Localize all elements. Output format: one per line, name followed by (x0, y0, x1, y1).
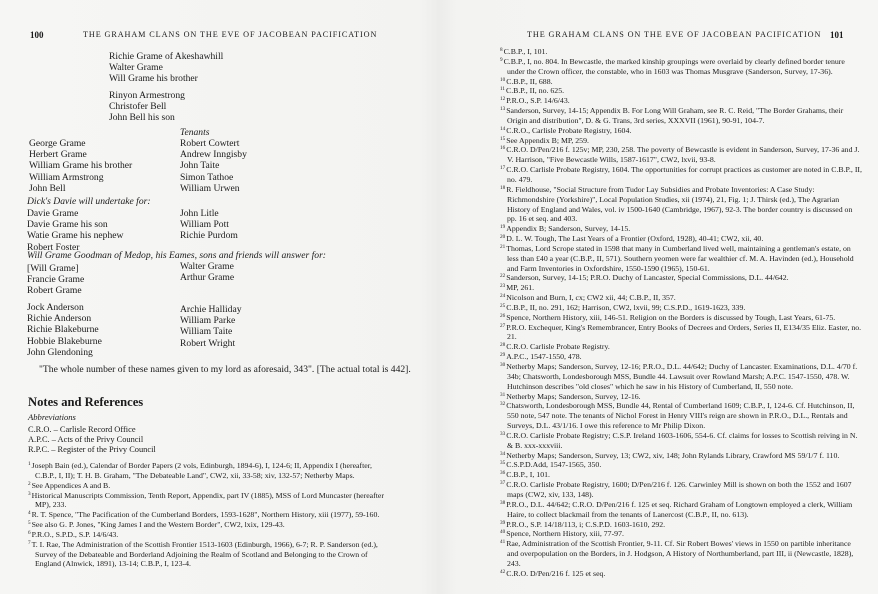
footnote-text: See Appendix B; MP, 259. (506, 135, 589, 145)
name: Francie Grame (27, 274, 85, 286)
name: Robert Cowtert (180, 138, 240, 149)
name: William Taite (180, 326, 233, 338)
footnote-number: 24 (500, 293, 506, 300)
name: [Will Grame] (27, 263, 79, 274)
footnote (500, 185, 862, 224)
footnote (500, 520, 862, 530)
footnote (500, 273, 862, 283)
footnote-number: 42 (500, 568, 506, 575)
footnote-number: 32 (500, 401, 506, 408)
footnote-text: Sanderson, Survey, 14-15; P.R.O. Duchy of Lancaster, Special Commissions, D.L. 44/642. (506, 273, 789, 283)
footnote (500, 234, 862, 244)
final-right-column (180, 304, 242, 349)
name: Simon Tathoe (180, 171, 234, 183)
dicks-left-column (27, 208, 123, 253)
footnote (500, 480, 862, 500)
footnote-text: See also G. P. Jones, "King James I and the Western Border", CW2, lxix, 129-43. (31, 520, 285, 530)
name: John Bell his son (109, 112, 175, 124)
abbreviation: A.P.C. – Acts of the Privy Council (28, 435, 144, 445)
footnote (28, 510, 390, 520)
footnote-text: C.R.O. D/Pen/216 f. 125v; MP, 230, 258. The poverty of Bewcastle is evident in Sanderson, Survey, 17-36 and J. V. Harrison, "Five Bewcastle Wills, 1587-1617", CW2, lxvii, 93-8. (506, 145, 860, 165)
footnote-text: P.R.O. Exchequer, King's Remembrancer, Entry Books of Decrees and Orders, Series II, E134/35 Eliz. Easter, no. 21. (506, 322, 862, 342)
footnote (28, 540, 390, 570)
footnote (500, 86, 862, 96)
footnote-number: 28 (500, 342, 506, 349)
will-left-column (27, 263, 84, 297)
name: Walter Grame (180, 261, 234, 272)
footnote-number: 8 (500, 47, 503, 53)
name: Davie Grame (27, 208, 79, 219)
footnote-number: 5 (28, 520, 31, 527)
footnote (28, 481, 390, 491)
footnote (500, 96, 862, 106)
footnote (28, 520, 390, 530)
footnote-text: Chatsworth, Londesborough MSS, Bundle 44, Rental of Cumberland 1609; C.B.P., I, 124-6. Cf. Hutchinson, II, 550 note, 547 note. The tenants of Nichol Forest in Henry VIII's reign are shown in P.R.O., D.L., Rentals and Surveys, D.L. 43/1/16. I owe this reference to Mr Philip Dixon. (506, 401, 855, 431)
footnote (500, 57, 862, 77)
footnote-text: Spence, Northern History, xiii, 77-97. (506, 529, 624, 539)
dicks-davie-heading: Dick's Davie will undertake for: (27, 196, 151, 207)
footnote-number: 2 (28, 480, 31, 487)
footnote-text: Appendix B; Sanderson, Survey, 14-15. (506, 224, 631, 234)
footnote (500, 283, 862, 293)
footnote-text: P.R.O., S.P.D., S.P. 14/6/43. (31, 529, 119, 539)
footnote (500, 47, 862, 57)
footnote (500, 401, 862, 431)
footnote-text: P.R.O., D.L. 44/642; C.R.O. D/Pen/216 f. 125 et seq. Richard Graham of Longtown employed a clerk, William Haire, to collect blackmail from the tenants of Lanercost (C.B.P., II, no. 613). (506, 499, 853, 519)
footnote-text: P.R.O., S.P. 14/6/43. (506, 96, 570, 106)
footnote-text: C.B.P., I, no. 804. In Bewcastle, the marked kinship groupings were overlaid by clearly defined border tenure under the Crown officer, the constable, who in 1603 was Thomas Musgrave (Sanderson, Survey, 17-36). (503, 56, 845, 76)
footnote-text: C.R.O., Carlisle Probate Registry, 1604. (506, 125, 632, 135)
footnote-number: 27 (500, 322, 506, 329)
footnote-number: 13 (500, 106, 506, 113)
name: Robert Grame (27, 285, 82, 297)
footnote (500, 313, 862, 323)
running-head: THE GRAHAM CLANS ON THE EVE OF JACOBEAN PACIFICATION (83, 30, 378, 39)
footnote-number: 23 (500, 283, 506, 290)
footnote-text: P.R.O., S.P. 14/18/113, i; C.S.P.D. 1603-1610, 292. (506, 519, 666, 529)
footnote-text: Rae, Administration of the Scottish Frontier, 9-11. Cf. Sir Robert Bowes' views in 1550 on partible inheritance and overpopulation on the Borders, in J. Hodgson, A History of Northumberland, part III, ii (Newcastle, 1828), 243. (506, 539, 854, 568)
name-group-2 (109, 90, 185, 124)
footnote-text: R. Fieldhouse, "Social Structure from Tudor Lay Subsidies and Probate Inventories: A Case Study: Richmondshire (Yorkshire)", Local Population Studies, xii (1974), 21, Fig. 1; J. Thirsk (ed.), The Agrarian History of England and Wales, vol. iv 1500-1640 (Cambridge, 1967), 92-3. The border country is discussed on pp. 16 et seq. and 403. (506, 184, 853, 224)
name: Hobbie Blakeburne (27, 335, 102, 347)
footnote (500, 362, 862, 392)
footnote-number: 41 (500, 539, 506, 546)
name: George Grame (29, 138, 86, 149)
footnote-text: Thomas, Lord Scrope stated in 1598 that many in Cumberland lived well, maintaining a gentleman's estate, on less than £40 a year (C.B.P., II, 571). Southern yeomen were far wealthier cf. M. A. Havinden (ed.), Household and Farm Inventories in Oxfordshire, 1550-1590 (1965), 150-61. (506, 243, 854, 273)
footnote-text: C.B.P., II, 688. (506, 76, 553, 86)
abbreviations-heading: Abbreviations (28, 412, 76, 422)
footnote-number: 35 (500, 460, 506, 467)
footnote-text: MP, 261. (506, 283, 535, 293)
footnote-number: 9 (500, 56, 503, 63)
footnote (500, 136, 862, 146)
footnote (500, 569, 862, 579)
running-head: THE GRAHAM CLANS ON THE EVE OF JACOBEAN PACIFICATION (527, 30, 822, 39)
footnote-number: 3 (28, 490, 31, 497)
footnote-number: 21 (500, 243, 506, 250)
footnote (500, 77, 862, 87)
footnote (500, 342, 862, 352)
tenants-left-column (29, 138, 132, 194)
footnote-text: C.R.O. Carlisle Probate Registry, 1604. The opportunities for corrupt practices as customer are noted in C.B.P., II, no. 479. (506, 165, 862, 184)
footnote-text: Sanderson, Survey, 14-15; Appendix B. For Long Will Graham, see R. C. Reid, "The Border Grahams, their Origin and distribution", D. & G. Trans, 3rd series, XXXVII (1961), 90-91, 104-7. (506, 106, 844, 125)
footnote-number: 17 (500, 165, 506, 172)
abbreviations-list (28, 425, 156, 456)
footnote-number: 30 (500, 362, 506, 368)
footnote-number: 36 (500, 470, 506, 477)
footnote-text: C.S.P.D.Add, 1547-1565, 350. (506, 460, 602, 470)
footnote-text: C.R.O. D/Pen/216 f. 125 et seq. (506, 568, 606, 578)
name: Jock Anderson (27, 302, 84, 313)
footnote-text: D. L. W. Tough, The Last Years of a Frontier (Oxford, 1928), 40-41; CW2, xii, 40. (506, 234, 764, 244)
footnote-number: 6 (28, 529, 31, 536)
footnote-number: 33 (500, 430, 506, 437)
footnote-text: Nicolson and Burn, I, cx; CW2 xii, 44; C.B.P., II, 357. (506, 293, 676, 303)
footnote (500, 451, 862, 461)
right-page (440, 0, 878, 594)
name: John Bell (29, 182, 66, 194)
footnote-text: Netherby Maps; Sanderson, Survey, 12-16. (506, 391, 641, 401)
footnote-text: Netherby Maps; Sanderson, Survey, 13; CW2, xiv, 148; John Rylands Library, Crawford MS 59/1/7 f. 110. (506, 450, 840, 460)
will-right-column (180, 261, 234, 283)
footnote-text: Spence, Northern History, xiii, 146-51. Religion on the Borders is discussed by Tough, Last Years, 61-75. (506, 312, 836, 322)
name: Richie Blakeburne (27, 324, 99, 336)
will-grame-heading: Will Grame Goodman of Medop, his Eames, sons and friends will answer for: (27, 250, 327, 261)
footnote-number: 40 (500, 529, 506, 536)
abbreviation: R.P.C. – Register of the Privy Council (28, 445, 156, 455)
name: William Pott (180, 219, 229, 231)
footnote (500, 352, 862, 362)
footnote (500, 323, 862, 343)
footnote (500, 244, 862, 274)
footnote (500, 126, 862, 136)
name: William Armstrong (29, 171, 104, 183)
name: Robert Foster (27, 241, 80, 253)
footnotes-right (500, 47, 862, 579)
name: Richie Purdom (180, 230, 238, 242)
footnote (500, 224, 862, 234)
name: Arthur Grame (180, 272, 235, 284)
footnote-number: 31 (500, 391, 506, 398)
footnote (500, 303, 862, 313)
tenants-heading: Tenants (180, 127, 210, 138)
dicks-right-column (180, 208, 238, 242)
footnote-text: C.B.P., I, 101. (503, 47, 548, 56)
name: Walter Grame (109, 62, 163, 74)
footnote-number: 22 (500, 273, 506, 280)
name: Robert Wright (180, 337, 236, 349)
footnote-text: C.R.O. Carlisle Probate Registry; C.S.P. Ireland 1603-1606, 554-6. Cf. claims for losses to Scottish reiving in N. & B. xxx-xxxviii. (506, 430, 858, 450)
abbreviation: C.R.O. – Carlisle Record Office (28, 425, 136, 434)
footnote (500, 460, 862, 470)
footnote-text: Netherby Maps; Sanderson, Survey, 12-16; P.R.O., D.L. 44/642; Duchy of Lancaster. Examinations, D.L. 4/70 f. 34b; Chatsworth, Londesborough MSS, Bundle 44. Lawsuit over Rowland Marsh; A.P.C. 1547-1550, 478. W. Hutchinson describes "old closes" which he saw in his History of Cumberland, II, 550 note. (506, 362, 858, 391)
footnote-text: C.R.O. Carlisle Probate Registry. (506, 342, 610, 352)
footnote-text: T. I. Rae, The Administration of the Scottish Frontier 1513-1603 (Edinburgh, 1966), 6-7; R. P. Sanderson (ed.), Survey of the Debateable and Borderland Adjoining the Realm of Scotland and Belonging to the Crown of England (Alnwick, 1891), 13-14; C.B.P., I, 123-4. (31, 539, 378, 569)
name: Herbert Grame (29, 149, 87, 161)
footnote (500, 165, 862, 185)
footnote (500, 145, 862, 165)
footnote (500, 500, 862, 520)
name: Richie Grame of Akeshawhill (109, 51, 224, 62)
total-quote: "The whole number of these names given to my lord as aforesaid, 343". [The actual total is 442]. (39, 364, 411, 375)
footnote-number: 29 (500, 352, 506, 359)
footnote (500, 529, 862, 539)
footnote-text: Joseph Bain (ed.), Calendar of Border Papers (2 vols, Edinburgh, 1894-6), I, 124-6; II, Appendix I (hereafter, C.B.P., I, II); T. H. B. Graham, "The Debateable Land", CW2, xii, 33-58; xiv, 132-57; Netherby Maps. (31, 461, 372, 480)
footnote-number: 10 (500, 76, 506, 83)
footnote-text: See Appendices A and B. (31, 480, 111, 490)
tenants-right-column (180, 138, 247, 194)
footnote-number: 11 (500, 86, 505, 93)
footnote-number: 20 (500, 234, 506, 241)
footnote-text: C.B.P., II, no. 291, 162; Harrison, CW2, lxvii, 99; C.S.P.D., 1619-1623, 339. (506, 302, 746, 312)
name-group-1 (109, 51, 223, 85)
footnote-text: Historical Manuscripts Commission, Tenth Report, Appendix, part IV (1885), MSS of Lord Muncaster (hereafter MP), 233. (31, 490, 384, 510)
footnote (500, 106, 862, 126)
footnote (500, 293, 862, 303)
name: Archie Halliday (180, 304, 242, 315)
footnote-number: 37 (500, 480, 506, 487)
name: William Grame his brother (29, 160, 133, 172)
footnote-number: 34 (500, 450, 506, 457)
footnote-number: 15 (500, 135, 506, 142)
footnote (28, 530, 390, 540)
name: Davie Grame his son (27, 219, 108, 231)
name: John Glendoning (27, 346, 93, 358)
footnote-number: 38 (500, 499, 506, 506)
footnote-text: A.P.C., 1547-1550, 478. (506, 352, 582, 362)
footnote (500, 392, 862, 402)
name: Watie Grame his nephew (27, 230, 124, 242)
notes-title: Notes and References (28, 395, 144, 409)
footnote-text: C.B.P., I, 101. (506, 470, 550, 480)
footnote-number: 14 (500, 125, 506, 132)
footnote-number: 18 (500, 184, 506, 191)
name: Andrew Inngisby (180, 149, 247, 161)
footnote-number: 39 (500, 519, 506, 526)
footnote (500, 431, 862, 451)
name: John Litle (180, 208, 219, 219)
footnote-text: R. T. Spence, "The Pacification of the Cumberland Borders, 1593-1628", Northern History, xiii (1977), 59-160. (31, 510, 380, 520)
name: Richie Anderson (27, 313, 92, 325)
footnote-number: 12 (500, 96, 506, 103)
footnote-number: 26 (500, 312, 506, 319)
name: John Taite (180, 160, 220, 172)
name: Christofer Bell (109, 101, 167, 113)
final-left-column (27, 302, 102, 358)
footnote-number: 7 (28, 539, 31, 546)
footnote-number: 4 (28, 510, 31, 517)
footnotes-left (28, 461, 390, 569)
footnote-text: C.R.O. Carlisle Probate Registry, 1600; D/Pen/216 f. 126. Carwinley Mill is shown on both the 1552 and 1607 maps (CW2, xiv, 133, 148). (506, 480, 852, 499)
name: Rinyon Armestrong (109, 90, 185, 101)
footnote (500, 539, 862, 569)
footnote (500, 470, 862, 480)
footnote-number: 25 (500, 302, 506, 309)
page-number: 100 (30, 30, 44, 40)
footnote (28, 461, 390, 481)
footnote-number: 16 (500, 145, 506, 152)
name: William Parke (180, 315, 236, 327)
name: William Urwen (180, 182, 240, 194)
footnote-text: C.B.P., II, no. 625. (506, 86, 565, 96)
footnote (28, 491, 390, 511)
page-number: 101 (830, 30, 844, 40)
footnote-number: 1 (28, 461, 31, 467)
name: Will Grame his brother (109, 73, 198, 85)
footnote-number: 19 (500, 224, 506, 231)
